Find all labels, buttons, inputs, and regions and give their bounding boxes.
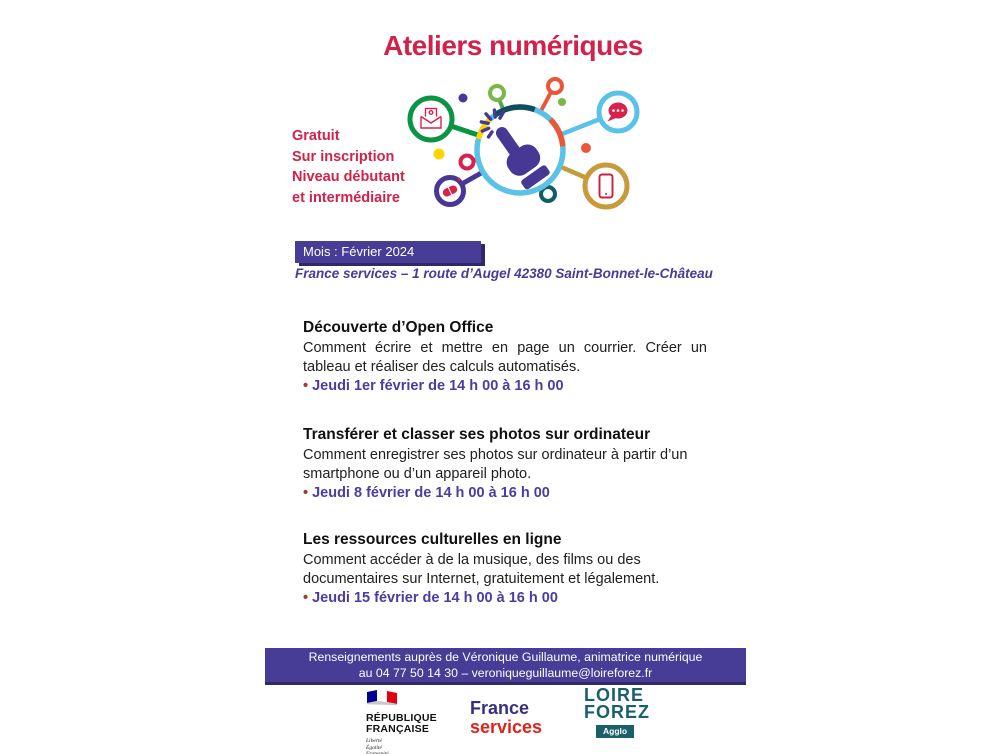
badge-line: Niveau débutant xyxy=(292,169,405,185)
bullet-icon: • xyxy=(303,378,309,394)
fs-word-france: France xyxy=(470,698,530,718)
contact-line-2: au 04 77 50 14 30 – veroniqueguillaume@loireforez.fr xyxy=(358,665,653,680)
lf-word-forez: FOREZ xyxy=(584,702,650,722)
workshop-date-text: Jeudi 8 février de 14 h 00 à 16 h 00 xyxy=(312,485,550,501)
page-title: Ateliers numériques xyxy=(383,30,643,61)
fs-word-services: services xyxy=(470,717,543,737)
badge-line: Gratuit xyxy=(292,128,340,144)
month-banner-label: Mois : Février 2024 xyxy=(303,244,415,259)
mail-node xyxy=(410,98,452,140)
workshop-date xyxy=(303,484,707,503)
logo-loire-forez xyxy=(584,687,650,739)
rf-name-line: RÉPUBLIQUE xyxy=(366,712,437,724)
workshop-title: Découverte d’Open Office xyxy=(303,319,494,336)
logo-republique-francaise xyxy=(366,689,456,754)
workshop-photos xyxy=(303,425,707,503)
address-line: France services – 1 route d’Augel 42380 Saint-Bonnet-le-Château xyxy=(295,266,713,281)
workshop-date xyxy=(303,377,707,396)
workshop-description: Comment accéder à de la musique, des films ou des documentaires sur Internet, gratuitement et légalement. xyxy=(303,552,660,587)
rf-motto: Liberté Égalité Fraternité xyxy=(366,738,389,754)
workshop-description: Comment enregistrer ses photos sur ordinateur à partir d’un smartphone ou d’un appareil photo. xyxy=(303,447,688,482)
smartphone-icon xyxy=(600,175,613,198)
contact-line-1: Renseignements auprès de Véronique Guillaume, animatrice numérique xyxy=(308,650,703,664)
workshop-culture xyxy=(303,530,707,608)
french-flag-icon xyxy=(366,689,398,706)
contact-banner xyxy=(265,648,746,682)
workshop-open-office xyxy=(303,318,707,396)
workshop-title: Transférer et classer ses photos sur ordinateur xyxy=(303,426,651,443)
badge-line: Sur inscription xyxy=(292,148,395,165)
month-banner xyxy=(295,241,481,263)
logo-france-services xyxy=(470,699,542,737)
digital-network-illustration xyxy=(400,75,660,225)
bullet-icon: • xyxy=(303,590,309,606)
lf-agglo-badge: Agglo xyxy=(596,725,634,738)
chat-node xyxy=(599,93,637,131)
smartphone-node xyxy=(585,165,627,207)
workshop-date-text: Jeudi 1er février de 14 h 00 à 16 h 00 xyxy=(312,378,564,394)
rf-name-line: FRANÇAISE xyxy=(366,722,430,735)
workshop-date xyxy=(303,589,707,608)
workshop-date-text: Jeudi 15 février de 14 h 00 à 16 h 00 xyxy=(312,590,558,606)
workshop-description: Comment écrire et mettre en page un courrier. Créer un tableau et réaliser des calculs automatisés. xyxy=(303,340,707,375)
lf-word-loire: LOIRE xyxy=(584,685,645,705)
pill-node xyxy=(437,178,464,205)
workshop-title: Les ressources culturelles en ligne xyxy=(303,531,562,548)
bullet-icon: • xyxy=(303,485,309,501)
badge-line: et intermédiaire xyxy=(292,189,400,206)
pill-sparkle-dot xyxy=(458,178,461,181)
badges-block xyxy=(292,126,405,208)
